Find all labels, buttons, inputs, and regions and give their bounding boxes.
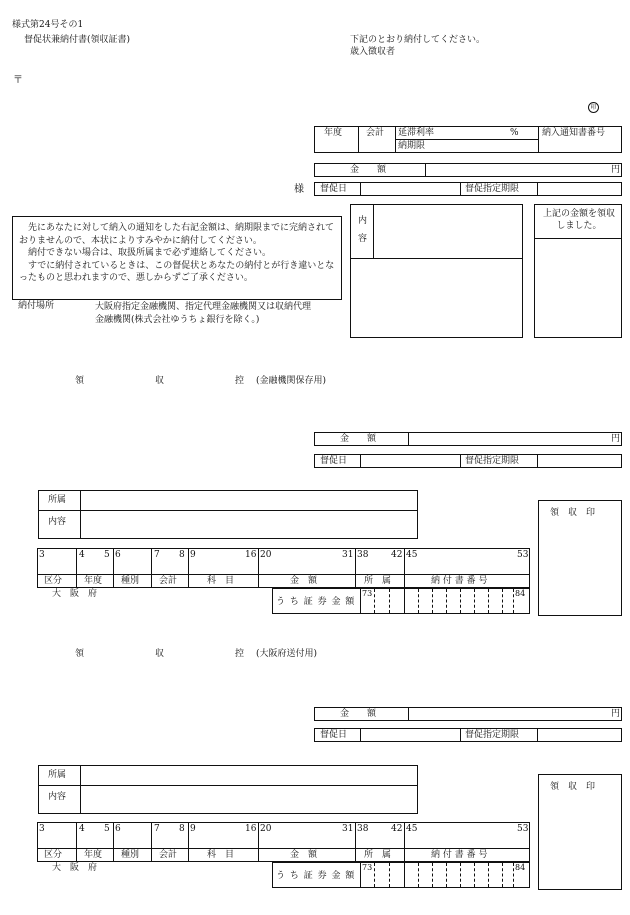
content-label-nai: 内	[358, 216, 368, 226]
designated-due-label-1: 督促指定期限	[465, 456, 520, 466]
header-kingaku-2: 金 額	[290, 850, 318, 860]
collector-label: 歳入徴収者	[350, 47, 396, 57]
code-38-2: 38	[357, 824, 369, 834]
code-38-1: 38	[357, 550, 369, 560]
yen-label-1: 円	[611, 434, 621, 444]
notice-text-box	[12, 216, 342, 300]
header-number-1: 納 付 書 番 号	[431, 576, 488, 586]
receipt-note: 上記の金額を領収しました。	[542, 209, 615, 231]
header-shozoku-2: 所 属	[364, 850, 392, 860]
section2-purpose: (大阪府送付用)	[256, 649, 318, 659]
code-20-2: 20	[260, 824, 272, 834]
code-3-2: 3	[39, 824, 45, 834]
code-5-1: 5	[104, 550, 110, 560]
header-shubetsu-2: 種別	[121, 850, 140, 860]
code-42-2: 42	[391, 824, 403, 834]
amount-label-1: 金 額	[340, 434, 377, 444]
code-5-2: 5	[104, 824, 110, 834]
affiliation-label-2: 所属	[48, 770, 67, 780]
notice-line-2: 納付できない場合は、取扱所属まで必ず連絡してください。	[28, 248, 272, 258]
code-9-2: 9	[190, 824, 196, 834]
code-53-2: 53	[517, 824, 529, 834]
content-box	[350, 204, 523, 338]
form-number: 様式第24号その1	[12, 20, 84, 30]
header-nendo-2: 年度	[84, 850, 103, 860]
code-42-1: 42	[391, 550, 403, 560]
header-kaikei-2: 会計	[159, 850, 178, 860]
account-label: 会計	[366, 128, 385, 138]
stamp-label-1: 領 収 印	[550, 508, 596, 518]
affiliation-box-2	[38, 765, 418, 814]
section2-ryo: 領	[75, 649, 85, 659]
header-shozoku-1: 所 属	[364, 576, 392, 586]
notice-number-label: 納入通知書番号	[542, 128, 606, 138]
code-73-2: 73	[362, 863, 373, 872]
due-date-label: 納期限	[398, 141, 426, 151]
payment-place-label: 納付場所	[18, 301, 55, 311]
code-6-1: 6	[115, 550, 121, 560]
form-title: 督促状兼納付書(領収証書)	[24, 35, 131, 45]
header-shubetsu-1: 種別	[121, 576, 140, 586]
year-label: 年度	[324, 128, 343, 138]
reminder-date-label-1: 督促日	[320, 456, 348, 466]
code-16-1: 16	[245, 550, 257, 560]
designated-due-label: 督促指定期限	[465, 184, 520, 194]
instruction-text: 下記のとおり納付してください。	[350, 35, 486, 45]
section1-purpose: (金融機関保存用)	[256, 376, 327, 386]
notice-line-1: 先にあなたに対して納入の通知をした右記金額は、納期限までに完納されておりませんので、本状によりすみやかに納付してください。	[19, 223, 335, 246]
code-4-2: 4	[79, 824, 85, 834]
yen-label-2: 円	[611, 709, 621, 719]
prefecture-label-2: 大 阪 府	[52, 863, 98, 873]
reminder-date-label-2: 督促日	[320, 730, 348, 740]
header-kaikei-1: 会計	[159, 576, 178, 586]
code-45-2: 45	[406, 824, 418, 834]
code-84-1: 84	[515, 589, 526, 598]
prefecture-label-1: 大 阪 府	[52, 589, 98, 599]
code-31-1: 31	[342, 550, 354, 560]
code-84-2: 84	[515, 863, 526, 872]
late-rate-label: 延滞利率	[398, 128, 435, 138]
securities-label-1: う ち 証 券 金 額	[276, 597, 356, 607]
section2-shu: 収	[155, 649, 165, 659]
code-73-1: 73	[362, 589, 373, 598]
header-kubun-2: 区分	[44, 850, 63, 860]
yen-label: 円	[611, 165, 621, 175]
header-kamoku-2: 科 目	[207, 850, 235, 860]
code-7-2: 7	[154, 824, 160, 834]
amount-label-2: 金 額	[340, 709, 377, 719]
code-4-1: 4	[79, 550, 85, 560]
content-label-2: 内容	[48, 792, 67, 802]
code-8-2: 8	[179, 824, 185, 834]
code-20-1: 20	[260, 550, 272, 560]
sama-label: 様	[294, 184, 304, 195]
content-label-you: 容	[358, 234, 368, 244]
stamp-label-2: 領 収 印	[550, 782, 596, 792]
code-45-1: 45	[406, 550, 418, 560]
header-number-2: 納 付 書 番 号	[431, 850, 488, 860]
code-16-2: 16	[245, 824, 257, 834]
postal-mark: 〒	[13, 75, 23, 86]
section1-hikae: 控	[235, 376, 245, 386]
code-31-2: 31	[342, 824, 354, 834]
section1-shu: 収	[155, 376, 165, 386]
code-7-1: 7	[154, 550, 160, 560]
amount-label: 金 額	[350, 165, 387, 175]
payment-place-text: 大阪府指定金融機関、指定代理金融機関又は収納代理金融機関(株式会社ゆうちょ銀行を除く。)	[95, 302, 312, 325]
header-nendo-1: 年度	[84, 576, 103, 586]
seal-mark: 印	[588, 102, 599, 113]
code-3-1: 3	[39, 550, 45, 560]
content-label-1: 内容	[48, 517, 67, 527]
section2-hikae: 控	[235, 649, 245, 659]
percent-label: %	[510, 128, 519, 138]
affiliation-box-1	[38, 490, 418, 539]
header-kingaku-1: 金 額	[290, 576, 318, 586]
designated-due-label-2: 督促指定期限	[465, 730, 520, 740]
reminder-date-label: 督促日	[320, 184, 348, 194]
code-8-1: 8	[179, 550, 185, 560]
notice-line-3: すでに納付されているときは、この督促状とあなたの納付とが行き違いとなったものと思われますので、悪しからずご了承ください。	[19, 260, 335, 283]
code-9-1: 9	[190, 550, 196, 560]
code-6-2: 6	[115, 824, 121, 834]
securities-label-2: う ち 証 券 金 額	[276, 871, 356, 881]
affiliation-label-1: 所属	[48, 495, 67, 505]
header-kamoku-1: 科 目	[207, 576, 235, 586]
section1-ryo: 領	[75, 376, 85, 386]
code-53-1: 53	[517, 550, 529, 560]
header-kubun-1: 区分	[44, 576, 63, 586]
